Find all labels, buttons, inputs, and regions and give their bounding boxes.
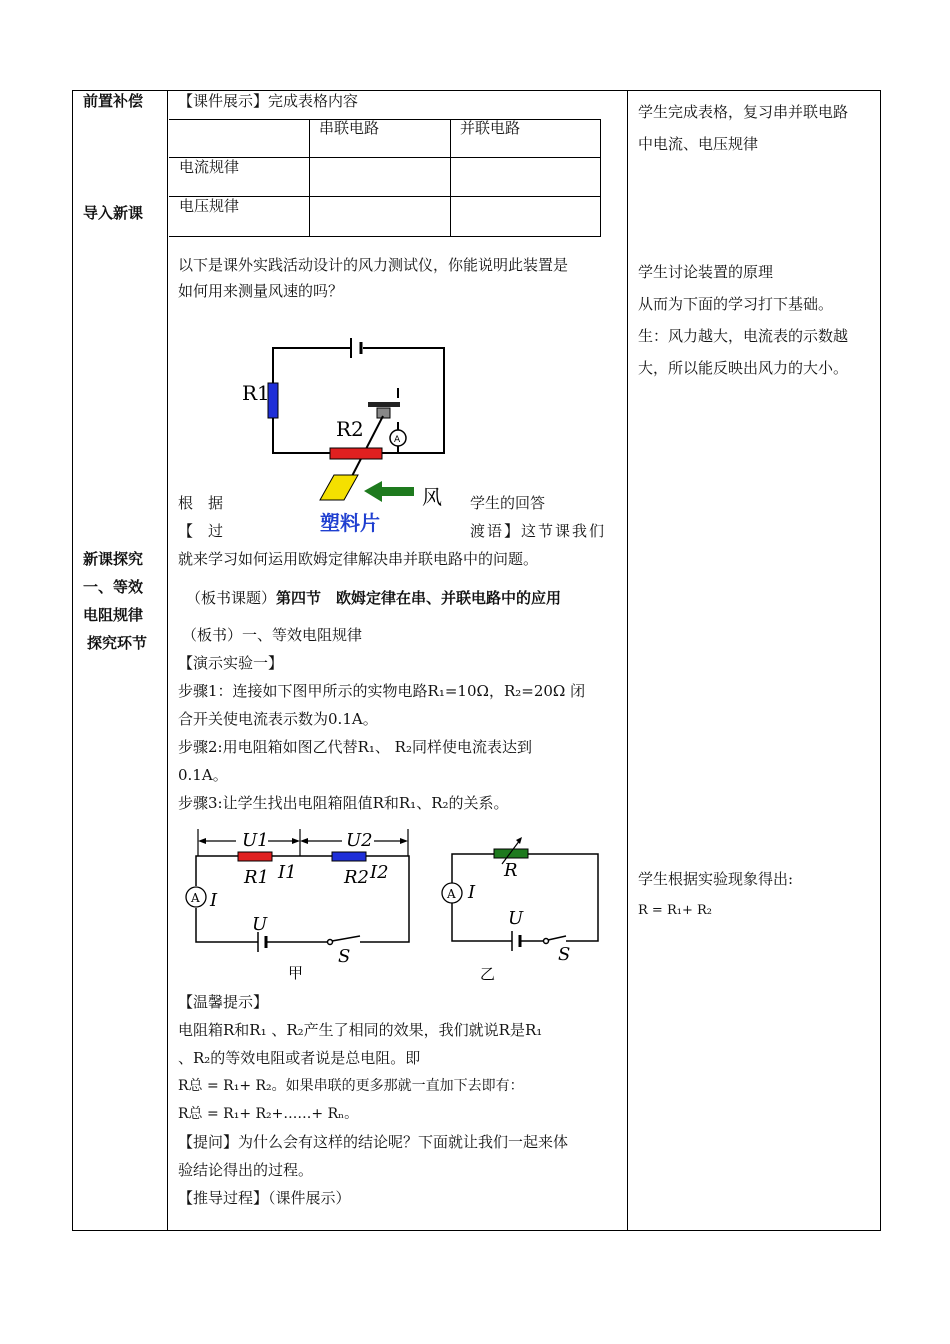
- right-r3-line1: 学生根据实验现象得出:: [638, 870, 794, 888]
- resistor-r1-series: [238, 852, 272, 861]
- col-divider-1: [167, 90, 168, 1231]
- label-u: U: [252, 914, 268, 935]
- wind-tester-diagram: [230, 330, 460, 540]
- plastic-label: 塑料片: [320, 511, 380, 535]
- intro-question-line1: 以下是课外实践活动设计的风力测试仪，你能说明此装置是: [178, 256, 569, 274]
- question-line2: 验结论得出的过程。: [178, 1161, 314, 1179]
- label-explore-2: 一、等效: [83, 578, 144, 596]
- tips-line1: 电阻箱R和R₁ 、R₂产生了相同的效果，我们就说R是R₁: [178, 1021, 543, 1039]
- caption-a: 甲: [288, 964, 304, 982]
- step1-line1: 步骤1：连接如下图甲所示的实物电路R₁=10Ω，R₂=20Ω 闭: [178, 682, 586, 700]
- label-s: S: [338, 946, 351, 967]
- board-heading: [182, 624, 362, 646]
- series-circuit-diagram: [180, 826, 610, 986]
- wind-label: 风: [422, 485, 442, 509]
- table-header-parallel: 并联电路: [460, 119, 521, 137]
- voltage-dimension-lines: [198, 829, 408, 856]
- transition-right: 渡语】这节课我们: [470, 522, 607, 540]
- label-i1: I1: [278, 862, 297, 883]
- right-r2-line4: 大，所以能反映出风力的大小。: [638, 359, 849, 377]
- board-text: 一、等效电阻规律: [242, 626, 363, 644]
- tips-heading: 【温馨提示】: [178, 993, 269, 1011]
- answer-right: 学生的回答: [470, 494, 546, 512]
- ammeter-label: A: [394, 435, 401, 445]
- label-i2: I2: [370, 862, 389, 883]
- label-s-b: S: [558, 944, 571, 965]
- resistance-box-r: [494, 849, 528, 858]
- pivot-bracket-icon: [368, 402, 400, 418]
- table-border-left: [72, 90, 73, 1231]
- label-intro: 导入新课: [83, 204, 144, 222]
- label-i: I: [210, 890, 218, 911]
- lesson-title-prefix: （板书课题）: [186, 589, 277, 607]
- caption-b: 乙: [480, 965, 496, 983]
- table-row-voltage: 电压规律: [179, 197, 240, 215]
- ammeter-b-label: A: [447, 887, 456, 901]
- step3: 步骤3:让学生找出电阻箱阻值R和R₁、R₂的关系。: [178, 794, 509, 812]
- battery-b-icon: [512, 931, 520, 951]
- label-pre-compensation: 前置补偿: [83, 92, 144, 110]
- lesson-title-text: 第四节 欧姆定律在串、并联电路中的应用: [276, 589, 562, 607]
- right-r1-line2: 中电流、电压规律: [638, 135, 759, 153]
- resistor-r2-series: [332, 852, 366, 861]
- board-prefix: （板书）: [182, 626, 243, 644]
- step1-line2: 合开关使电流表示数为0.1A。: [178, 710, 378, 728]
- label-explore-3: 电阻规律: [83, 606, 144, 624]
- label-r1-series: R1: [244, 867, 270, 888]
- battery-a-icon: [258, 932, 266, 952]
- answer-left: 根 据: [178, 494, 224, 512]
- right-r2-line2: 从而为下面的学习打下基础。: [638, 295, 834, 313]
- intro-question-line2: 如何用来测量风速的吗？: [178, 282, 344, 300]
- table-row-current: 电流规律: [179, 158, 240, 176]
- table-border-right: [880, 90, 881, 1231]
- label-i-b: I: [468, 882, 476, 903]
- formula-total-2: R总 = R₁+ R₂+……+ Rₙ。: [178, 1106, 359, 1122]
- label-explore-4: 探究环节: [87, 634, 148, 652]
- table-border-bottom: [72, 1230, 881, 1231]
- wind-arrow-icon: [364, 481, 414, 502]
- right-r3-line2: R = R₁+ R₂: [638, 903, 712, 918]
- resistor-r2: [330, 448, 382, 459]
- switch-a-icon: [328, 936, 361, 945]
- label-explore-1: 新课探究: [83, 550, 144, 568]
- label-r2-series: R2: [344, 867, 370, 888]
- derive-heading: 【推导过程】（课件展示）: [178, 1189, 351, 1207]
- label-r2: R2: [336, 417, 364, 441]
- battery-icon: [351, 338, 361, 358]
- switch-b-icon: [544, 936, 567, 944]
- label-r1: R1: [242, 381, 270, 405]
- right-r1-line1: 学生完成表格，复习串并联电路: [638, 103, 849, 121]
- review-table: [169, 119, 601, 237]
- label-r: R: [504, 860, 518, 881]
- col-divider-2: [627, 90, 628, 1231]
- right-r2-line3: 生：风力越大，电流表的示数越: [638, 327, 849, 345]
- right-r2-line1: 学生讨论装置的原理: [638, 263, 774, 281]
- question-line1: 【提问】为什么会有这样的结论呢？下面就让我们一起来体: [178, 1133, 569, 1151]
- ammeter-a-label: A: [191, 891, 200, 905]
- review-heading: 【课件展示】完成表格内容: [178, 92, 359, 110]
- label-u1: U1: [242, 830, 269, 851]
- lesson-title: [186, 587, 561, 609]
- plastic-plate: [320, 475, 358, 500]
- table-header-series: 串联电路: [319, 119, 380, 137]
- transition-left: 【 过: [178, 522, 224, 540]
- tips-line2: 、R₂的等效电阻或者说是总电阻。即: [178, 1049, 421, 1067]
- step2-line1: 步骤2:用电阻箱如图乙代替R₁、 R₂同样使电流表达到: [178, 738, 532, 756]
- demo-heading: 【演示实验一】: [178, 654, 284, 672]
- label-u2: U2: [346, 830, 373, 851]
- step2-line2: 0.1A。: [178, 766, 228, 784]
- transition-line2: 就来学习如何运用欧姆定律解决串并联电路中的问题。: [178, 550, 539, 568]
- formula-total-1: R总 = R₁+ R₂。如果串联的更多那就一直加下去即有：: [178, 1078, 524, 1094]
- label-u-b: U: [508, 908, 524, 929]
